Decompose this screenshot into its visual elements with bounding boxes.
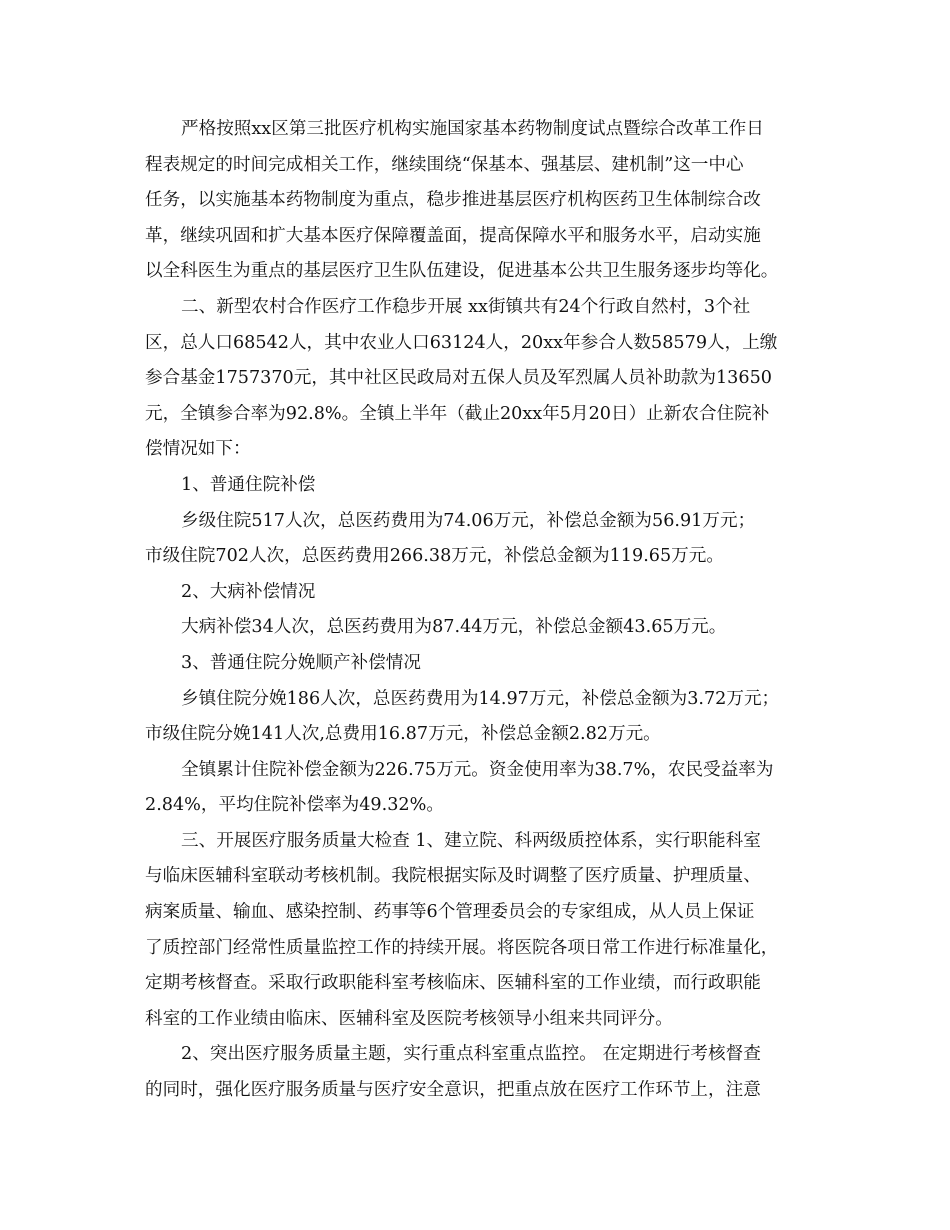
text-line: 程表规定的时间完成相关工作，继续围绕“保基本、强基层、建机制”这一中心 [145, 154, 744, 175]
text-line: 的同时，强化医疗服务质量与医疗安全意识，把重点放在医疗工作环节上，注意 [145, 1080, 761, 1101]
text-line: 了质控部门经常性质量监控工作的持续开展。将医院各项日常工作进行标准量化， [145, 937, 779, 958]
text-line: 病案质量、输血、感染控制、药事等6个管理委员会的专家组成，从人员上保证 [145, 902, 755, 923]
text-line: 革，继续巩固和扩大基本医疗保障覆盖面，提高保障水平和服务水平，启动实施 [145, 225, 761, 246]
text-line: 二、新型农村合作医疗工作稳步开展 xx街镇共有24个行政自然村，3个社 [181, 296, 751, 317]
text-line: 以全科医生为重点的基层医疗卫生队伍建设，促进基本公共卫生服务逐步均等化。 [145, 261, 779, 282]
text-line: 参合基金1757370元，其中社区民政局对五保人员及军烈属人员补助款为13650 [145, 368, 772, 389]
text-line: 3、普通住院分娩顺产补偿情况 [181, 652, 421, 673]
document-body [145, 112, 805, 1109]
text-line: 乡级住院517人次，总医药费用为74.06万元，补偿总金额为56.91万元； [181, 510, 756, 531]
text-line: 市级住院分娩141人次,总费用16.87万元，补偿总金额2.82万元。 [145, 724, 661, 745]
text-line: 科室的工作业绩由临床、医辅科室及医院考核领导小组来共同评分。 [145, 1008, 673, 1029]
text-line: 2、大病补偿情况 [181, 581, 316, 602]
text-line: 大病补偿34人次，总医药费用为87.44万元，补偿总金额43.65万元。 [181, 617, 727, 638]
text-line: 严格按照xx区第三批医疗机构实施国家基本药物制度试点暨综合改革工作日 [181, 119, 764, 139]
text-line: 2.84%，平均住院补偿率为49.32%。 [145, 795, 444, 816]
text-line: 1、普通住院补偿 [181, 474, 316, 495]
text-line: 三、开展医疗服务质量大检查 1、建立院、科两级质控体系，实行职能科室 [181, 830, 761, 851]
text-line: 偿情况如下： [145, 439, 251, 460]
text-line: 定期考核督查。采取行政职能科室考核临床、医辅科室的工作业绩，而行政职能 [145, 973, 761, 994]
text-line: 全镇累计住院补偿金额为226.75万元。资金使用率为38.7%，农民受益率为 [181, 759, 774, 780]
text-line: 与临床医辅科室联动考核机制。我院根据实际及时调整了医疗质量、护理质量、 [145, 866, 761, 887]
text-line: 区，总人口68542人，其中农业人口63124人，20xx年参合人数58579人，上缴 [145, 332, 778, 353]
text-line: 乡镇住院分娩186人次，总医药费用为14.97万元，补偿总金额为3.72万元； [181, 688, 780, 709]
text-line: 2、突出医疗服务质量主题，实行重点科室重点监控。 在定期进行考核督查 [181, 1044, 761, 1065]
text-line: 元，全镇参合率为92.8%。全镇上半年（截止20xx年5月20日）止新农合住院补 [145, 403, 770, 424]
text-line: 市级住院702人次，总医药费用266.38万元，补偿总金额为119.65万元。 [145, 546, 724, 567]
text-line: 任务，以实施基本药物制度为重点，稳步推进基层医疗机构医药卫生体制综合改 [145, 190, 761, 211]
